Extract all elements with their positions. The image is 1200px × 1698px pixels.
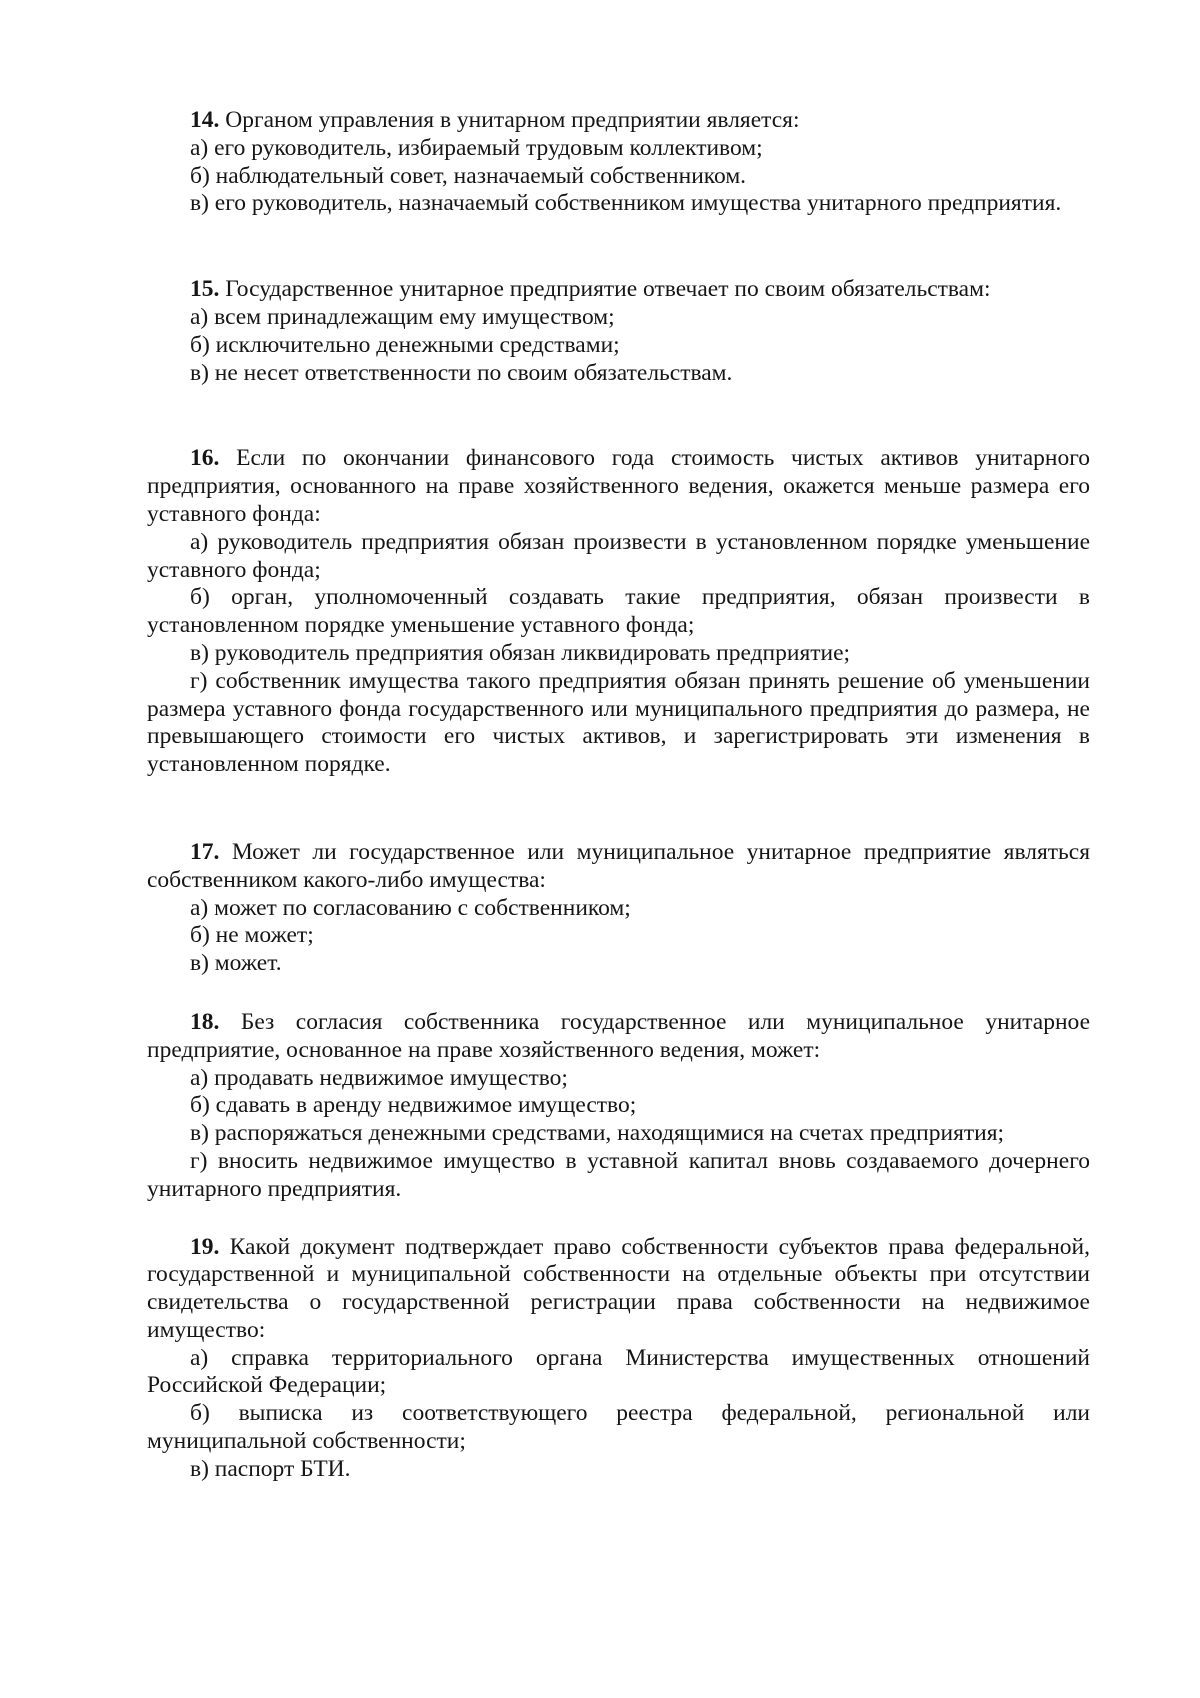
question-number: 18. [190,1008,220,1035]
question-text: Если по окончании финансового года стоимость чистых активов унитарного предприятия, основанного на праве хозяйственного ведения, окажется меньше размера его уставного фонда: [147,445,1090,527]
question-stem [147,276,1090,304]
answer-option: г) вносить недвижимое имущество в уставной капитал вновь создаваемого дочернего унитарного предприятия. [147,1147,1090,1202]
question-stem [147,445,1090,528]
question-16 [147,445,1090,779]
answer-option: б) наблюдательный совет, назначаемый собственником. [190,162,747,189]
answer-option: в) его руководитель, назначаемый собственником имущества унитарного предприятия. [190,190,1062,217]
question-15 [147,276,1090,387]
question-stem [147,1234,1090,1345]
question-text: Органом управления в унитарном предприятии является: [225,107,800,133]
question-text: Государственное унитарное предприятие отвечает по своим обязательствам: [225,276,991,303]
question-number: 17. [190,838,220,865]
answer-option: в) распоряжаться денежными средствами, находящимися на счетах предприятия; [190,1120,1005,1147]
answer-option: в) паспорт БТИ. [190,1455,351,1482]
answer-option: г) собственник имущества такого предприятия обязан принять решение об уменьшении размера уставного фонда государственного или муниципального предприятия до размера, не превышающего стоимости его чистых активов, и зарегистрировать эти изменения в установленном порядке. [147,667,1090,778]
answer-option: в) может. [190,950,282,977]
question-number: 16. [190,445,220,472]
question-19 [147,1234,1090,1484]
answer-option: б) не может; [190,922,314,949]
question-text: Может ли государственное или муниципальное унитарное предприятие являться собственником какого-либо имущества: [147,838,1091,893]
question-14 [147,107,1090,218]
answer-option: б) исключительно денежными средствами; [190,331,620,358]
answer-option: в) руководитель предприятия обязан ликвидировать предприятие; [190,639,851,666]
answer-option: б) орган, уполномоченный создавать такие предприятия, обязан произвести в установленном порядке уменьшение уставного фонда; [147,584,1090,639]
answer-option: а) может по согласованию с собственником; [190,894,631,921]
question-number: 15. [190,276,220,303]
question-stem [147,839,1090,895]
answer-option: а) его руководитель, избираемый трудовым коллективом; [190,134,763,161]
question-text: Без согласия собственника государственное или муниципальное унитарное предприятие, основанное на праве хозяйственного ведения, может: [147,1008,1090,1063]
answer-option: а) продавать недвижимое имущество; [190,1064,568,1091]
question-stem [147,107,1090,135]
question-17 [147,839,1090,978]
question-text: Какой документ подтверждает право собственности субъектов права федеральной, государственной и муниципальной собственности на отдельные объекты при отсутствии свидетельства о государственной регистрации права собственности на недвижимое имущество: [147,1233,1090,1343]
question-stem [147,1009,1090,1065]
answer-option: в) не несет ответственности по своим обязательствам. [190,359,733,386]
answer-option: а) руководитель предприятия обязан произвести в установленном порядке уменьшение уставного фонда; [147,528,1090,583]
question-18 [147,1009,1090,1204]
answer-option: б) выписка из соответствующего реестра федеральной, региональной или муниципальной собственности; [147,1400,1090,1455]
page-content [147,107,1090,1484]
answer-option: б) сдавать в аренду недвижимое имущество; [190,1092,637,1119]
answer-option: а) всем принадлежащим ему имуществом; [190,303,615,330]
answer-option: а) справка территориального органа Министерства имущественных отношений Российской Федерации; [147,1344,1090,1399]
question-number: 14. [190,107,220,133]
question-number: 19. [190,1233,220,1260]
